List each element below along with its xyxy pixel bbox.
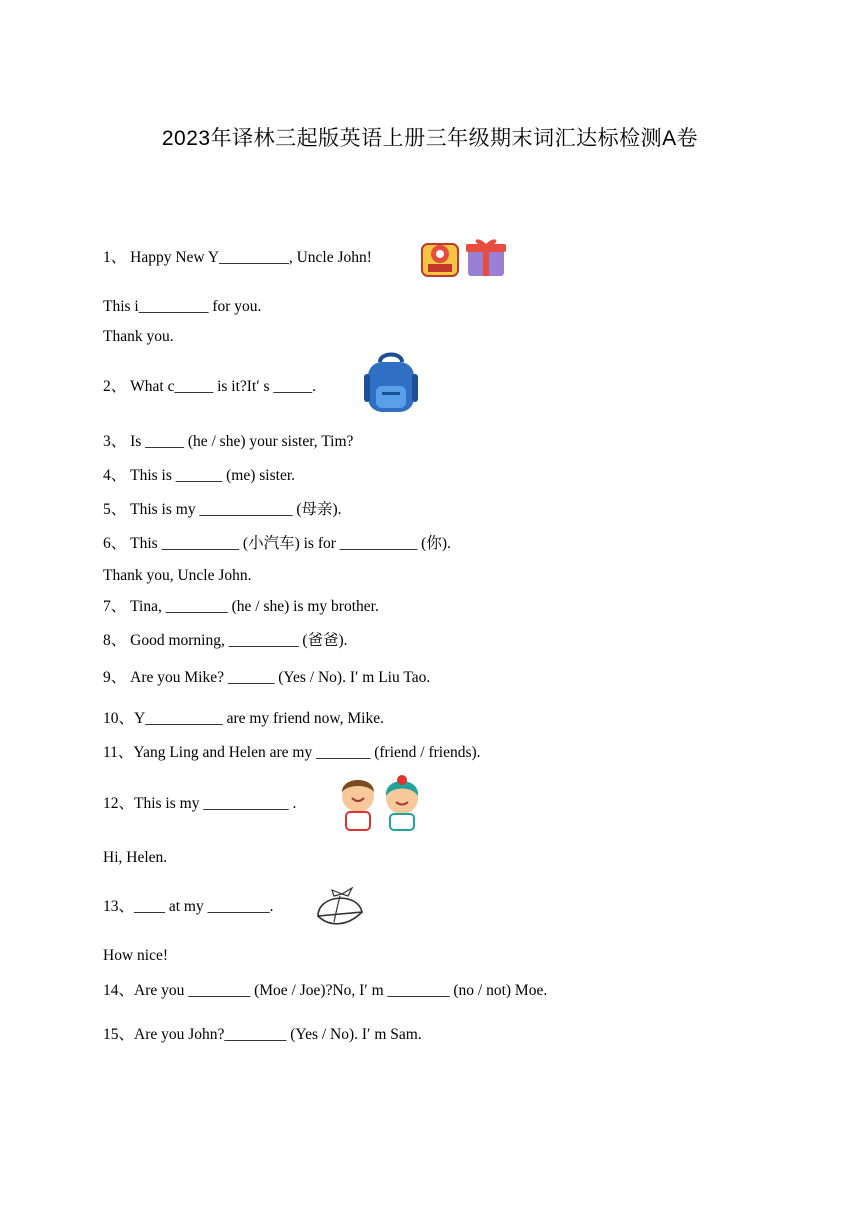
question-9: 9、 Are you Mike? ______ (Yes / No). I′ m Liu Tao. (103, 669, 431, 686)
schoolbag-icon (360, 352, 424, 418)
question-1-line-3: Thank you. (103, 328, 174, 345)
question-13: 13、____ at my ________. (103, 898, 274, 915)
cap-icon (312, 882, 368, 932)
question-8: 8、 Good morning, _________ (爸爸). (103, 632, 348, 649)
question-6-line-2: Thank you, Uncle John. (103, 567, 252, 584)
question-15: 15、Are you John?________ (Yes / No). I′ m Sam. (103, 1026, 422, 1043)
question-12: 12、This is my ___________ . (103, 795, 297, 812)
question-13-line-2: How nice! (103, 947, 168, 964)
new-year-gift-picture (418, 236, 510, 280)
question-2: 2、 What c_____ is it?It′ s _____. (103, 378, 317, 395)
question-12-line-2: Hi, Helen. (103, 849, 168, 866)
question-4: 4、 This is ______ (me) sister. (103, 467, 296, 484)
page-title: 2023年译林三起版英语上册三年级期末词汇达标检测A卷 (161, 127, 699, 150)
question-5: 5、 This is my ____________ (母亲). (103, 501, 342, 518)
question-1-line-2: This i_________ for you. (103, 298, 262, 315)
question-10: 10、Y__________ are my friend now, Mike. (103, 710, 384, 727)
question-14: 14、Are you ________ (Moe / Joe)?No, I′ m ________ (no / not) Moe. (103, 982, 548, 999)
question-6: 6、 This __________ (小汽车) is for __________ (你). (103, 535, 451, 552)
question-3: 3、 Is _____ (he / she) your sister, Tim? (103, 433, 354, 450)
question-7: 7、 Tina, ________ (he / she) is my brother. (103, 598, 379, 615)
boy-and-girl-picture (334, 772, 430, 834)
question-1: 1、 Happy New Y_________, Uncle John! (103, 249, 372, 266)
question-11: 11、Yang Ling and Helen are my _______ (friend / friends). (103, 744, 481, 761)
